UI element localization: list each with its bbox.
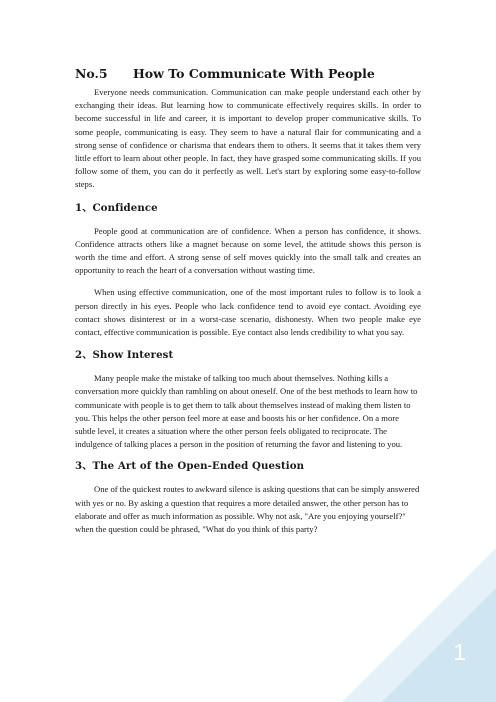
title-text: How To Communicate With People	[133, 66, 375, 81]
document-title	[75, 66, 421, 82]
section-3-paragraph-1: One of the quickest routes to awkward silence is asking questions that can be simply answered with yes or no. By asking a question that requires a more detailed answer, the other person has to elaborate and offer as much information as possible. Why not ask, "Are you enjoying yourself?" when the question could be phrased, "What do you think of this party?	[75, 484, 420, 535]
section-heading-show-interest: 2、Show Interest	[75, 349, 174, 362]
section-1-paragraph-1: People good at communication are of confidence. When a person has confidence, it shows. Confidence attracts others like a magnet because on some level, the attitude shows this person is worth the time and effort. A strong sense of self moves quickly into the small talk and creates an opportunity to reach the heart of a conversation without wasting time.	[75, 225, 421, 276]
document-page	[75, 66, 421, 545]
section-2-paragraph-1: Many people make the mistake of talking too much about themselves. Nothing kills a conversation more quickly than rambling on about oneself. One of the best methods to learn how to communicate with people is to get them to talk about themselves instead of making them listen to you. This helps the other person feel more at ease and boosts his or her confidence. On a more subtle level, it creates a situation where the other person feels obligated to reciprocate. The indulgence of talking places a person in the position of returning the favor and listening to you.	[75, 373, 418, 450]
section-heading-confidence: 1、Confidence	[75, 201, 158, 214]
title-number: No.5	[75, 66, 108, 81]
section-heading-open-ended-question: 3、The Art of the Open-Ended Question	[75, 460, 305, 473]
page-number: 1	[453, 639, 466, 665]
intro-paragraph: Everyone needs communication. Communication can make people understand each other by exchanging their ideas. But learning how to communicate effectively requires skills. In order to become successful in life and career, it is important to develop proper communicative skills. To some people, communicating is easy. They seem to have a natural flair for communicating and a strong sense of confidence or charisma that endears them to others. It seems that it takes them very little effort to learn about other people. In fact, they have grasped some communicating skills. If you follow some of them, you can do it perfectly as well. Let's start by exploring some easy-to-follow steps.	[75, 87, 421, 190]
corner-decoration	[342, 548, 496, 702]
section-1-paragraph-2: When using effective communication, one of the most important rules to follow is to look a person directly in his eyes. People who lack confidence tend to avoid eye contact. Avoiding eye contact shows disinterest or in a worst-case scenario, dishonesty. When two people make eye contact, effective communication is possible. Eye contact also lends credibility to what you say.	[75, 287, 421, 338]
